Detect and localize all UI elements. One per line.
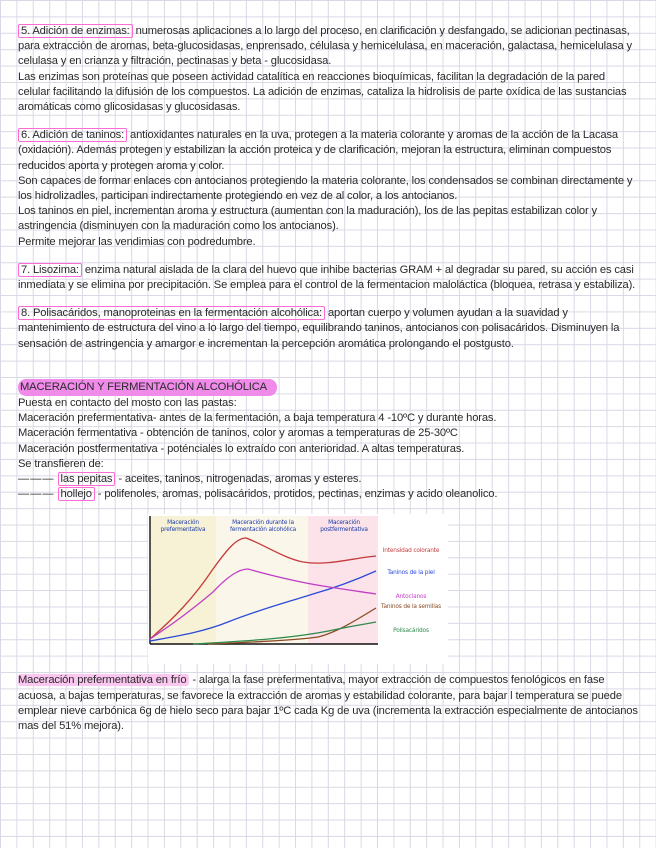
section-lisozima (18, 263, 638, 293)
transfer-item-pepitas (18, 472, 638, 487)
taninos-heading: 6. Adición de taninos: (18, 128, 127, 142)
maceration-diagram (148, 514, 448, 664)
section-frio (18, 673, 638, 734)
section-maceracion (18, 365, 638, 503)
section-taninos (18, 128, 638, 250)
diagram-graphic (148, 514, 448, 664)
series-label-taninos-semillas: Taninos de la semillas (381, 604, 441, 611)
phase-3-label: Maceración postfermentativa (320, 520, 368, 534)
polisacaridos-text: aportan cuerpo y volumen ayudan a la suavidad y mantenimiento de estructura del vino a lo largo del tiempo, equilibrando taninos, antocianos con polisacáridos. Disminuyen la sensación de astringencia y amargor e incrementan la percepción aromática prolongando el postgusto. (18, 307, 620, 350)
section-polisacaridos (18, 306, 638, 352)
transfer-item-hollejo (18, 487, 638, 502)
maceracion-line-4: Maceración postfermentativa - poténciales lo extraído con anterioridad. A altas temperaturas. (18, 442, 465, 455)
pepitas-label: las pepitas (58, 472, 116, 486)
polisacaridos-heading: 8. Polisacáridos, manoproteinas en la fermentación alcohólica: (18, 306, 325, 320)
frio-heading: Maceración prefermentativa en frío (18, 674, 189, 686)
phase-2-label: Maceración durante la fermentación alcohólica (229, 520, 297, 534)
phase-3-zone (308, 516, 378, 644)
maceracion-line-3: Maceración fermentativa - obtención de taninos, color y aromas a temperaturas de 25-30ºC (18, 427, 458, 440)
enzimas-heading: 5. Adición de enzimas: (18, 24, 133, 38)
series-label-antocianos: Antocianos (395, 594, 427, 601)
hollejo-text: - polifenoles, aromas, polisacáridos, protidos, pectinas, enzimas y acido oleanolico. (94, 488, 498, 501)
notes-page (18, 24, 638, 734)
hollejo-label: hollejo (58, 487, 95, 501)
frio-text: - alarga la fase prefermentativa, mayor extracción de compuestos fenológicos en fase acuosa, a bajas temperaturas, se favorece la extracción de aromas y estabilidad colorante, para bajar l temperatura se puede emplear nieve carbónica 6g de hielo seco para bajar 1ºC cada Kg de uva (incrementa la extracción especialmente de antocianos mas del 51% mejora). (18, 674, 638, 733)
section-enzimas (18, 24, 638, 115)
lisozima-heading: 7. Lisozima: (18, 263, 82, 277)
phase-1-label: Maceración prefermentativa (160, 520, 206, 534)
maceracion-title: MACERACIÓN Y FERMENTACIÓN ALCOHÓLICA (18, 379, 277, 396)
taninos-paragraph-4: Permite mejorar las vendimias con podredumbre. (18, 235, 256, 248)
taninos-text: antioxidantes naturales en la uva, protegen a la materia colorante y aromas de la acción de la Lacasa (oxidación). Además protegen y estabilizan la acción proteica y de clarificación, mejoran la estructura, eliminan compuestos reducidos aporta y protegen aroma y color. (18, 129, 618, 172)
maceracion-line-1: Puesta en contacto del mosto con las pastas: (18, 397, 237, 410)
series-label-intensidad: Intensidad colorante (382, 548, 440, 555)
maceracion-line-5: Se transfieren de: (18, 457, 104, 470)
enzimas-paragraph-2: Las enzimas son proteínas que poseen actividad catalítica en reacciones bioquímicas, facilitan la degradación de la pared celular facilitando la difusión de los compuestos. La adición de enzimas, cataliza la hidrolisis de parte oxídica de las sustancias aromáticas como glicosidasas y glucosidasas. (18, 70, 627, 114)
taninos-paragraph-2: Son capaces de formar enlaces con antocianos protegiendo la materia colorante, los condensados se combinan directamente y los hidrolizadles, participan indirectamente protegiendo en vez de al color, a los antocianos. (18, 174, 633, 203)
enzimas-text: numerosas aplicaciones a lo largo del proceso, en clarificación y desfangado, se adicionan pectinasas, para extracción de aromas, beta-glucosidasas, enprensado, célulasa y hemicelulasa, en maceración, galactasa, hemicelulasa y celulasa y en crianza y filtración, pectinasas y beta - glucosidasa. (18, 25, 632, 68)
dash-marker: ——— (18, 473, 55, 486)
lisozima-text: enzima natural aislada de la clara del huevo que inhibe bacterias GRAM + al degradar su pared, su acción es casi inmediata y se elimina por precipitación. Se emplea para el control de la fermentacion maloláctica (bloquea, retrasa y estabiliza). (18, 263, 636, 292)
dash-marker: ——— (18, 488, 55, 501)
series-label-taninos-piel: Taninos de la piel (387, 570, 435, 577)
taninos-paragraph-3: Los taninos en piel, incrementan aroma y estructura (aumentan con la maduración), los de las pepitas estabilizan color y astringencia (disminuyen con la maduración como los antocianos). (18, 205, 597, 233)
maceracion-line-2: Maceración prefermentativa- antes de la fermentación, a baja temperatura 4 -10ºC y durante horas. (18, 412, 497, 425)
series-label-polisacaridos: Polisacáridos (393, 628, 429, 635)
pepitas-text: - aceites, taninos, nitrogenadas, aromas y esteres. (115, 473, 362, 486)
phase-1-zone (150, 516, 216, 644)
